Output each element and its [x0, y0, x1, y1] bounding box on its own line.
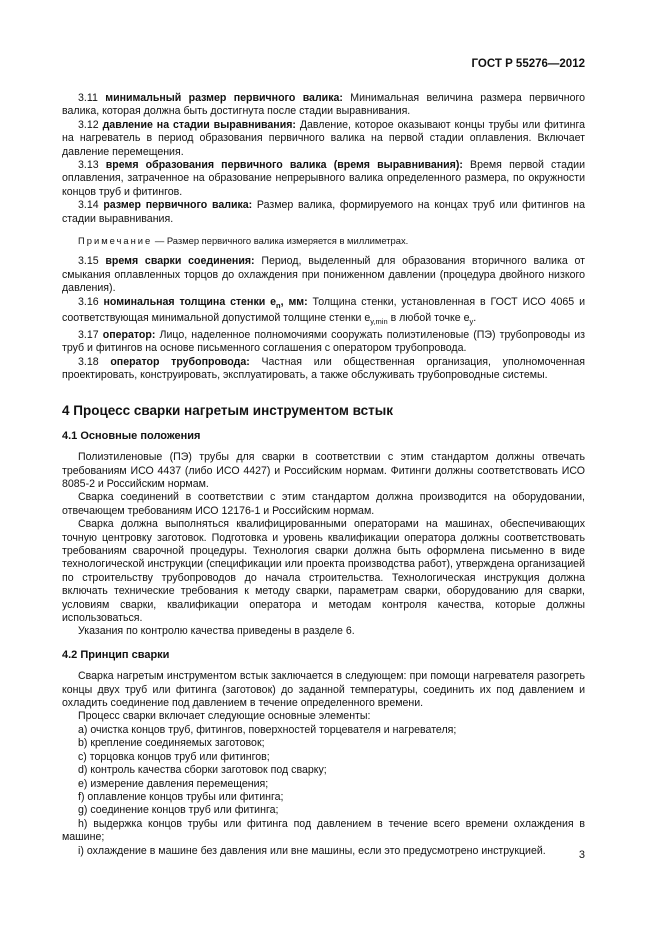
term-3-18	[62, 356, 585, 383]
term-name: время сварки соединения:	[105, 255, 255, 268]
list-item: f) оплавление концов трубы или фитинга;	[78, 790, 284, 803]
term-3-15	[62, 255, 585, 295]
note	[62, 234, 585, 247]
page-content	[62, 92, 585, 858]
term-3-16	[62, 296, 585, 329]
term-definition: Частная или общественная организация, уполномоченная проектировать, конструировать, эксплуатировать, а также обслуживать трубопроводные системы.	[62, 355, 585, 381]
section-4-2-title: 4.2 Принцип сварки	[62, 648, 170, 661]
paragraph: Сварка соединений в соответствии с этим стандартом должна производится на оборудовании, отвечающем требованиям ИСО 12176-1 и Российским нормам.	[62, 491, 585, 517]
definition-subscript: y	[469, 317, 474, 327]
page-number: 3	[578, 849, 585, 861]
paragraph: Сварка должна выполняться квалифицированными операторами на машинах, обеспечивающих точную центровку заготовок. Подготовка и уровень квалификации оператора должны соответствовать требованиям сварочной процедуры. Технология сварки должна быть оформлена письменно в виде технологической инструкции (спецификации или проекта производства работ), утверждена организацией по строительству трубопроводов до начала строительства. Технологическая инструкция должна включать технические требования к методу сварки, параметрам сварки, оборудованию для сварки, условиям сварки, квалификации оператора и методам контроля качества, которые должны использоваться.	[62, 518, 585, 625]
term-name: оператор:	[102, 328, 156, 341]
term-3-11	[62, 92, 585, 119]
term-name	[104, 296, 308, 308]
term-definition: Толщина стенки, установленная в ГОСТ ИСО 4065 и соответствующая минимальной допустимой толщине стенки e	[62, 295, 585, 325]
definition-subscript: y,min	[370, 317, 388, 327]
term-definition-end: .	[473, 312, 477, 325]
term-definition: Давление, которое оказывают концы трубы или фитинга на нагреватель в период образования первичного валика на первой стадии оплавления. Включает давление перемещения.	[62, 118, 585, 158]
paragraph: Полиэтиленовые (ПЭ) трубы для сварки в соответствии с этим стандартом должны отвечать требованиям ИСО 4437 (либо ИСО 4427) и Российским нормам. Фитинги должны соответствовать ИСО 8085-2 и Российским нормам.	[62, 451, 585, 490]
term-number: 3.14	[78, 199, 99, 212]
term-definition: Размер валика, формируемого на концах труб или фитингов на стадии выравнивания.	[62, 199, 586, 225]
term-definition: Лицо, наделенное полномочиями сооружать полиэтиленовые (ПЭ) трубопроводы из труб и фитингов на основе письменного соглашения с оператором трубопровода.	[62, 328, 585, 355]
term-definition: Минимальная величина размера первичного валика, которая должна быть достигнута после стадии выравнивания.	[62, 92, 585, 118]
term-name-end: , мм:	[280, 295, 308, 308]
term-number: 3.18	[78, 355, 99, 368]
term-number: 3.13	[78, 159, 99, 172]
paragraph: Процесс сварки включает следующие основные элементы:	[78, 710, 371, 723]
section-4-1-title: 4.1 Основные положения	[62, 429, 201, 442]
term-number: 3.12	[78, 118, 99, 131]
term-definition: Время первой стадии оплавления, затраченное на образование непрерывного валика определенного размера, по окружности концов труб и фитингов.	[62, 159, 585, 198]
note-label: Примечание	[78, 235, 153, 247]
paragraph: Сварка нагретым инструментом встык заключается в следующем: при помощи нагревателя разогреть концы двух труб или фитинга (заготовок) до заданной температуры, соединить их под давлением и охладить соединение под давлением в течение определенного времени.	[62, 670, 585, 710]
term-definition-cont: в любой точке e	[387, 312, 470, 325]
term-number: 3.16	[78, 295, 99, 308]
paragraph: Указания по контролю качества приведены в разделе 6.	[78, 625, 355, 638]
term-3-17	[62, 329, 585, 356]
list-item: a) очистка концов труб, фитингов, поверхностей торцевателя и нагревателя;	[78, 723, 457, 736]
term-name-text: номинальная толщина стенки e	[103, 295, 277, 308]
note-text: — Размер первичного валика измеряется в миллиметрах.	[152, 235, 409, 247]
term-3-14	[62, 199, 585, 226]
term-name: оператор трубопровода:	[110, 355, 250, 368]
list-item: c) торцовка концов труб или фитингов;	[78, 750, 270, 763]
list-item: d) контроль качества сборки заготовок под сварку;	[78, 764, 327, 777]
term-number: 3.15	[78, 255, 99, 268]
list-item: g) соединение концов труб или фитинга;	[78, 804, 279, 817]
list-item: e) измерение давления перемещения;	[78, 777, 269, 790]
list-item: i) охлаждение в машине без давления или вне машины, если это предусмотрено инструкцией.	[78, 844, 546, 857]
list-item: b) крепление соединяемых заготовок;	[78, 737, 265, 750]
term-name: время образования первичного валика (время выравнивания):	[105, 159, 463, 172]
term-name: минимальный размер первичного валика:	[105, 92, 343, 104]
term-number: 3.11	[78, 92, 98, 104]
term-definition: Период, выделенный для образования вторичного валика от смыкания оплавленных торцов до охлаждения при пониженном давлении (процедура двойного низкого давления).	[62, 255, 585, 295]
document-header: ГОСТ Р 55276—2012	[471, 58, 585, 70]
term-subscript: n	[276, 300, 281, 310]
term-3-13	[62, 159, 585, 199]
term-3-12	[62, 119, 585, 159]
list-item: h) выдержка концов трубы или фитинга под давлением в течение всего времени охлаждения в машине;	[62, 817, 585, 844]
term-name: давление на стадии выравнивания:	[102, 118, 296, 131]
section-4-title: 4 Процесс сварки нагретым инструментом встык	[62, 403, 394, 419]
term-number: 3.17	[78, 328, 99, 341]
term-name: размер первичного валика:	[103, 199, 253, 212]
